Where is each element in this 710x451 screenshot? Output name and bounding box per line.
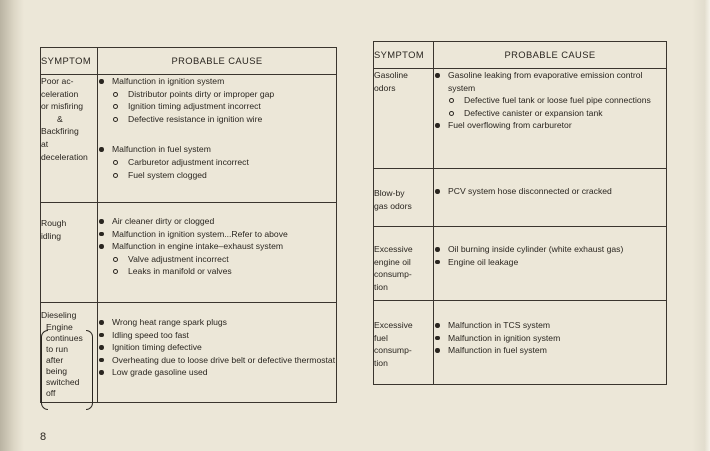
symptom-cell — [41, 75, 98, 203]
symptom-line: consump- — [374, 269, 412, 280]
symptom-cell — [41, 203, 98, 303]
symptom-line: or misfiring — [41, 101, 84, 112]
symptom-line: Gasoline — [374, 70, 408, 80]
cause-item: Malfunction in engine intake–exhaust system Valve adjustment incorrect Leaks in manifold or valves — [98, 240, 336, 278]
table-row — [41, 303, 337, 403]
symptom-line: engine oil — [374, 256, 411, 267]
symptom-line: after — [46, 354, 64, 365]
cause-item: Air cleaner dirty or clogged — [98, 215, 336, 228]
symptom-line: tion — [374, 281, 388, 292]
cause-cell — [98, 75, 337, 203]
table-row — [41, 75, 337, 203]
symptom-line: continues — [46, 332, 83, 343]
symptom-line: to run — [46, 343, 68, 354]
symptom-header: SYMPTOM — [41, 48, 98, 75]
cause-item: Overheating due to loose drive belt or defective thermostat — [98, 354, 336, 367]
symptom-note-bracket — [41, 322, 93, 399]
table-row — [374, 169, 667, 227]
page-binding-shadow — [0, 0, 24, 451]
symptom-cell — [374, 69, 434, 169]
symptom-line: Poor ac- — [41, 76, 74, 86]
table-row — [374, 227, 667, 301]
symptom-line: consump- — [374, 345, 412, 356]
sub-cause-item: Defective fuel tank or loose fuel pipe connections — [448, 94, 666, 107]
left-parenthesis — [41, 330, 48, 410]
table-row — [41, 203, 337, 303]
symptom-line: gas odors — [374, 200, 412, 211]
symptom-cell — [374, 301, 434, 385]
sub-cause-item: Leaks in manifold or valves — [112, 265, 336, 278]
symptom-line: Blow-by — [374, 188, 405, 198]
cause-item: Malfunction in fuel system Carburetor adjustment incorrect Fuel system clogged — [98, 143, 336, 181]
sub-cause-item: Fuel system clogged — [112, 169, 336, 182]
cause-cell — [98, 303, 337, 403]
symptom-line: Rough — [41, 218, 67, 228]
cause-item: Fuel overflowing from carburetor — [434, 119, 666, 132]
probable-cause-header: PROBABLE CAUSE — [98, 48, 337, 75]
symptom-line: at — [41, 138, 49, 149]
symptom-line: celeration — [41, 88, 79, 99]
cause-item: Malfunction in ignition system — [434, 332, 666, 345]
symptom-line: tion — [374, 357, 388, 368]
cause-cell — [98, 203, 337, 303]
cause-item: Low grade gasoline used — [98, 366, 336, 379]
cause-item: Oil burning inside cylinder (white exhaust gas) — [434, 243, 666, 256]
symptom-title: Dieseling — [41, 310, 77, 320]
left-symptom-table — [40, 47, 337, 403]
cause-cell — [434, 227, 667, 301]
page-number: 8 — [40, 431, 47, 443]
symptom-cell — [41, 303, 98, 403]
cause-item: Gasoline leaking from evaporative emission control system Defective fuel tank or loose fuel pipe connections Defective canister or expansion tank — [434, 69, 666, 119]
symptom-line: Backfiring — [41, 126, 79, 137]
sub-cause-item: Ignition timing adjustment incorrect — [112, 100, 336, 113]
symptom-header: SYMPTOM — [374, 42, 434, 69]
symptom-line: Engine — [46, 321, 73, 332]
probable-cause-header: PROBABLE CAUSE — [434, 42, 667, 69]
symptom-cell — [374, 169, 434, 227]
sub-cause-item: Carburetor adjustment incorrect — [112, 156, 336, 169]
cause-item: Malfunction in TCS system — [434, 319, 666, 332]
page-right-edge — [692, 0, 710, 451]
right-table-header — [374, 42, 667, 69]
symptom-line: odors — [374, 82, 396, 93]
right-symptom-table — [373, 41, 667, 385]
cause-item: PCV system hose disconnected or cracked — [434, 185, 666, 198]
symptom-line: switched — [46, 376, 80, 387]
table-row — [374, 69, 667, 169]
cause-cell — [434, 301, 667, 385]
symptom-line: being — [46, 365, 68, 376]
left-table-header — [41, 48, 337, 75]
cause-item: Ignition timing defective — [98, 341, 336, 354]
cause-cell — [434, 169, 667, 227]
sub-cause-item: Distributor points dirty or improper gap — [112, 88, 336, 101]
symptom-line: off — [46, 387, 56, 398]
table-row — [374, 301, 667, 385]
right-parenthesis — [86, 330, 93, 410]
symptom-line: fuel — [374, 332, 388, 343]
cause-item: Malfunction in ignition system...Refer to above — [98, 228, 336, 241]
cause-item: Malfunction in ignition system Distributor points dirty or improper gap Ignition timing adjustment incorrect Defective resistance in ignition wire — [98, 75, 336, 125]
sub-cause-item: Defective canister or expansion tank — [448, 107, 666, 120]
cause-item: Malfunction in fuel system — [434, 344, 666, 357]
sub-cause-item: Defective resistance in ignition wire — [112, 113, 336, 126]
cause-item: Idling speed too fast — [98, 329, 336, 342]
cause-item: Engine oil leakage — [434, 256, 666, 269]
cause-item: Wrong heat range spark plugs — [98, 316, 336, 329]
symptom-line: idling — [41, 230, 62, 241]
symptom-line: deceleration — [41, 151, 88, 162]
symptom-line: Excessive — [374, 320, 413, 330]
sub-cause-item: Valve adjustment incorrect — [112, 253, 336, 266]
cause-cell — [434, 69, 667, 169]
symptom-line: Excessive — [374, 244, 413, 254]
symptom-line: & — [57, 113, 63, 124]
symptom-cell — [374, 227, 434, 301]
